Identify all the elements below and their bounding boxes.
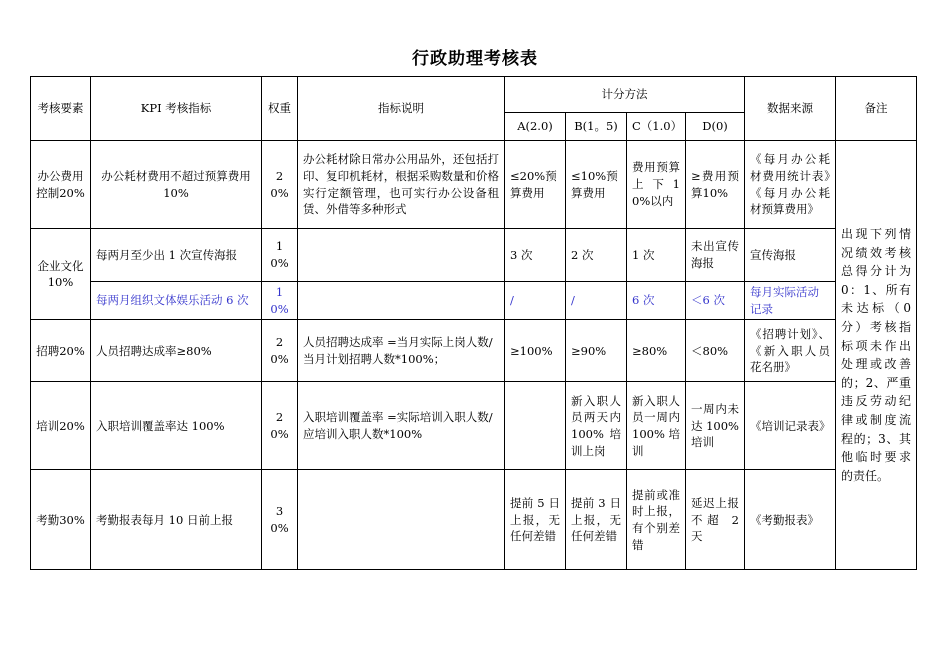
cell-grade-c: 6 次 (627, 282, 686, 320)
table-row (31, 470, 917, 570)
cell-grade-d: ＜6 次 (686, 282, 745, 320)
cell-weight: 20% (262, 141, 298, 229)
cell-grade-a: ≥100% (505, 320, 566, 382)
cell-weight: 20% (262, 320, 298, 382)
cell-grade-a: ≤20%预算费用 (505, 141, 566, 229)
cell-source: 《培训记录表》 (745, 382, 836, 470)
cell-grade-d: 一周内未达100%培训 (686, 382, 745, 470)
header-scoring: 计分方法 (505, 77, 745, 113)
cell-grade-d: 延迟上报不超 2 天 (686, 470, 745, 570)
cell-grade-a: 3 次 (505, 229, 566, 282)
cell-weight: 20% (262, 382, 298, 470)
cell-grade-b: 新入职人员两天内100%培训上岗 (566, 382, 627, 470)
cell-grade-c: ≥80% (627, 320, 686, 382)
kpi-table (30, 76, 917, 570)
cell-element: 办公费用控制20% (31, 141, 91, 229)
table-row (31, 229, 917, 282)
cell-grade-b: / (566, 282, 627, 320)
cell-kpi: 办公耗材费用不超过预算费用 10% (91, 141, 262, 229)
header-grade-d: D(0) (686, 113, 745, 141)
header-row (31, 77, 917, 113)
cell-kpi: 考勤报表每月 10 日前上报 (91, 470, 262, 570)
cell-element: 考勤30% (31, 470, 91, 570)
header-grade-b: B(1。5) (566, 113, 627, 141)
header-remark: 备注 (836, 77, 917, 141)
cell-source: 《考勤报表》 (745, 470, 836, 570)
cell-grade-c: 新入职人员一周内100%培训 (627, 382, 686, 470)
cell-source: 每月实际活动记录 (745, 282, 836, 320)
table-row (31, 320, 917, 382)
cell-weight: 10% (262, 229, 298, 282)
table-row (31, 382, 917, 470)
cell-grade-d: 未出宣传海报 (686, 229, 745, 282)
cell-weight: 30% (262, 470, 298, 570)
cell-element: 培训20% (31, 382, 91, 470)
cell-grade-b: 2 次 (566, 229, 627, 282)
cell-kpi: 每两月至少出 1 次宣传海报 (91, 229, 262, 282)
cell-source: 《招聘计划》、《新入职人员花名册》 (745, 320, 836, 382)
cell-element: 招聘20% (31, 320, 91, 382)
header-element: 考核要素 (31, 77, 91, 141)
cell-grade-b: ≤10%预算费用 (566, 141, 627, 229)
table-row (31, 141, 917, 229)
cell-desc (298, 282, 505, 320)
cell-desc (298, 229, 505, 282)
cell-grade-d: ＜80% (686, 320, 745, 382)
header-grade-c: C（1.0） (627, 113, 686, 141)
cell-grade-a: 提前 5 日上报，无任何差错 (505, 470, 566, 570)
cell-grade-c: 1 次 (627, 229, 686, 282)
cell-grade-b: ≥90% (566, 320, 627, 382)
cell-desc (298, 470, 505, 570)
cell-desc: 人员招聘达成率 =当月实际上岗人数/当月计划招聘人数*100%； (298, 320, 505, 382)
cell-weight: 10% (262, 282, 298, 320)
cell-source: 宣传海报 (745, 229, 836, 282)
header-desc: 指标说明 (298, 77, 505, 141)
cell-grade-c: 提前或准时上报，有个别差错 (627, 470, 686, 570)
cell-grade-c: 费用预算上下10%以内 (627, 141, 686, 229)
cell-kpi: 每两月组织文体娱乐活动 6 次 (91, 282, 262, 320)
header-source: 数据来源 (745, 77, 836, 141)
header-grade-a: A(2.0) (505, 113, 566, 141)
header-kpi: KPI 考核指标 (91, 77, 262, 141)
page-title: 行政助理考核表 (412, 49, 538, 69)
cell-desc: 入职培训覆盖率 =实际培训入职人数/应培训入职人数*100% (298, 382, 505, 470)
cell-source: 《每月办公耗材费用统计表》《每月办公耗材预算费用》 (745, 141, 836, 229)
cell-kpi: 人员招聘达成率≥80% (91, 320, 262, 382)
cell-remark: 出现下列情况绩效考核总得分计为 0：1、所有未达标（0 分）考核指标项未作出处理或改善的；2、严重违反劳动纪律或制度流程的；3、其他临时要求的责任。 (836, 141, 917, 570)
cell-grade-a: / (505, 282, 566, 320)
cell-element: 企业文化 10% (31, 229, 91, 320)
cell-grade-a (505, 382, 566, 470)
header-weight: 权重 (262, 77, 298, 141)
cell-kpi: 入职培训覆盖率达 100% (91, 382, 262, 470)
cell-grade-b: 提前 3 日上报，无任何差错 (566, 470, 627, 570)
table-row (31, 282, 917, 320)
cell-grade-d: ≥费用预算10% (686, 141, 745, 229)
cell-desc: 办公耗材除日常办公用品外，还包括打印、复印机耗材，根据采购数量和价格实行定额管理，也可实行办公设备租赁、外借等多种形式 (298, 141, 505, 229)
